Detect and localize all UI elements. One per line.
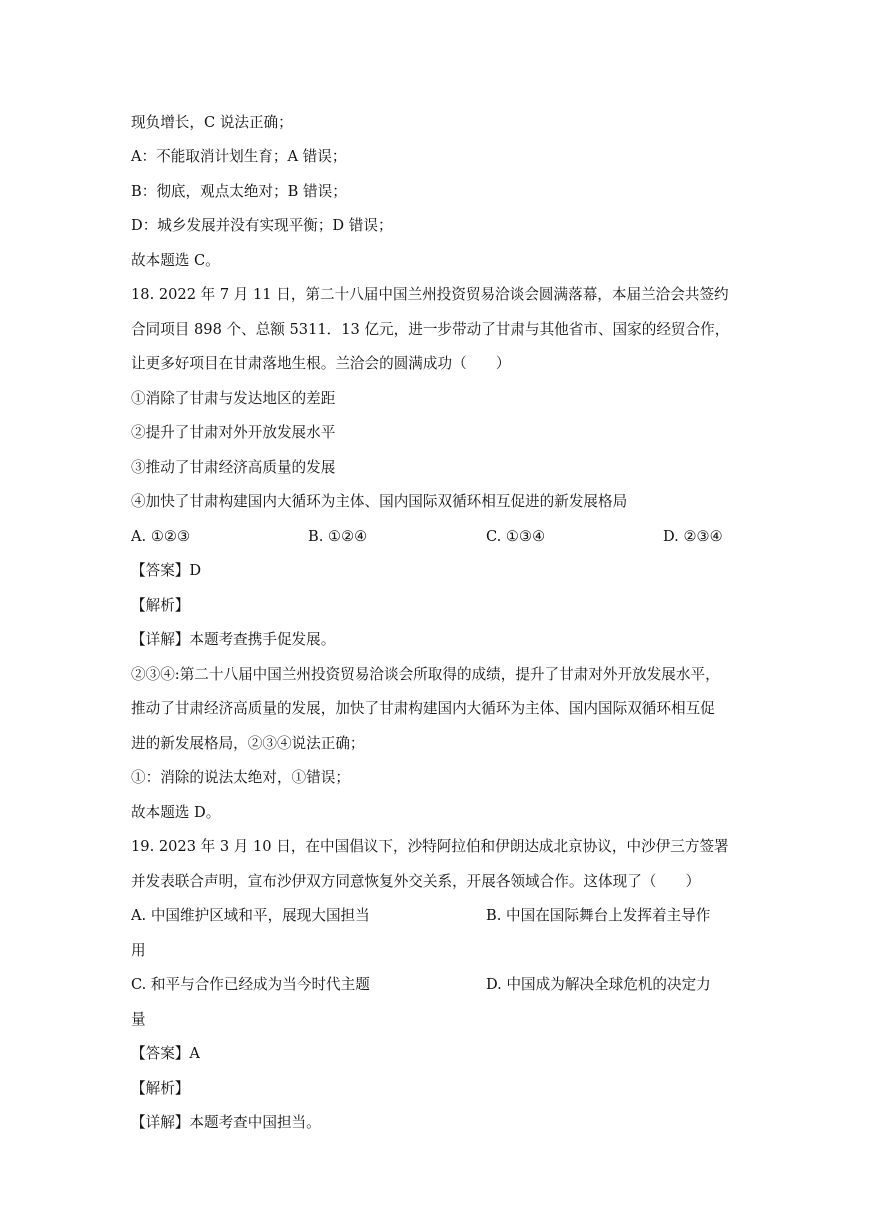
option-d: D. 中国成为解决全球危机的决定力 bbox=[486, 976, 711, 993]
analysis-label: 【解析】 bbox=[131, 597, 190, 614]
option-c: C. 和平与合作已经成为当今时代主题 bbox=[131, 976, 370, 993]
option-d-continued: 量 bbox=[131, 1011, 146, 1028]
text-line: D：城乡发展并没有实现平衡；D 错误； bbox=[131, 217, 393, 234]
question-18-stem: 让更多好项目在甘肃落地生根。兰洽会的圆满成功（ ） bbox=[131, 355, 511, 372]
detail-line: ①：消除的说法太绝对，①错误； bbox=[131, 769, 350, 786]
answer: 【答案】D bbox=[131, 562, 202, 579]
question-18-stem: 18. 2022 年 7 月 11 日，第二十八届中国兰州投资贸易洽谈会圆满落幕，本届兰洽会共签约 bbox=[131, 286, 729, 303]
option-b: B. 中国在国际舞台上发挥着主导作 bbox=[486, 907, 711, 924]
option-a: A. ①②③ bbox=[131, 528, 191, 545]
analysis-label: 【解析】 bbox=[131, 1080, 190, 1097]
text-line: A：不能取消计划生育；A 错误； bbox=[131, 148, 347, 165]
option-c: C. ①③④ bbox=[486, 528, 546, 545]
option-b-continued: 用 bbox=[131, 942, 146, 959]
question-18-stem: 合同项目 898 个、总额 5311．13 亿元，进一步带动了甘肃与其他省市、国家的经贸合作， bbox=[131, 321, 730, 338]
detail-line: 故本题选 D。 bbox=[131, 804, 221, 821]
statement: ③推动了甘肃经济高质量的发展 bbox=[131, 459, 336, 476]
statement: ④加快了甘肃构建国内大循环为主体、国内国际双循环相互促进的新发展格局 bbox=[131, 493, 628, 510]
answer: 【答案】A bbox=[131, 1045, 200, 1062]
option-d: D. ②③④ bbox=[663, 528, 723, 545]
text-line: 现负增长，C 说法正确； bbox=[131, 114, 293, 131]
text-line: B：彻底，观点太绝对；B 错误； bbox=[131, 183, 347, 200]
detail-line: 推动了甘肃经济高质量的发展，加快了甘肃构建国内大循环为主体、国内国际双循环相互促 bbox=[131, 700, 715, 717]
statement: ②提升了甘肃对外开放发展水平 bbox=[131, 424, 336, 441]
detail-line: 【详解】本题考查携手促发展。 bbox=[131, 631, 336, 648]
option-b: B. ①②④ bbox=[308, 528, 368, 545]
question-19-stem: 19. 2023 年 3 月 10 日，在中国倡议下，沙特阿拉伯和伊朗达成北京协议，中沙伊三方签署 bbox=[131, 838, 729, 855]
question-19-stem: 并发表联合声明，宣布沙伊双方同意恢复外交关系，开展各领域合作。这体现了（ ） bbox=[131, 873, 701, 890]
option-a: A. 中国维护区域和平，展现大国担当 bbox=[131, 907, 370, 924]
detail-line: 进的新发展格局，②③④说法正确； bbox=[131, 735, 365, 752]
detail-line: 【详解】本题考查中国担当。 bbox=[131, 1114, 321, 1131]
detail-line: ②③④:第二十八届中国兰州投资贸易洽谈会所取得的成绩，提升了甘肃对外开放发展水平， bbox=[131, 666, 720, 683]
text-line: 故本题选 C。 bbox=[131, 252, 220, 269]
statement: ①消除了甘肃与发达地区的差距 bbox=[131, 390, 336, 407]
